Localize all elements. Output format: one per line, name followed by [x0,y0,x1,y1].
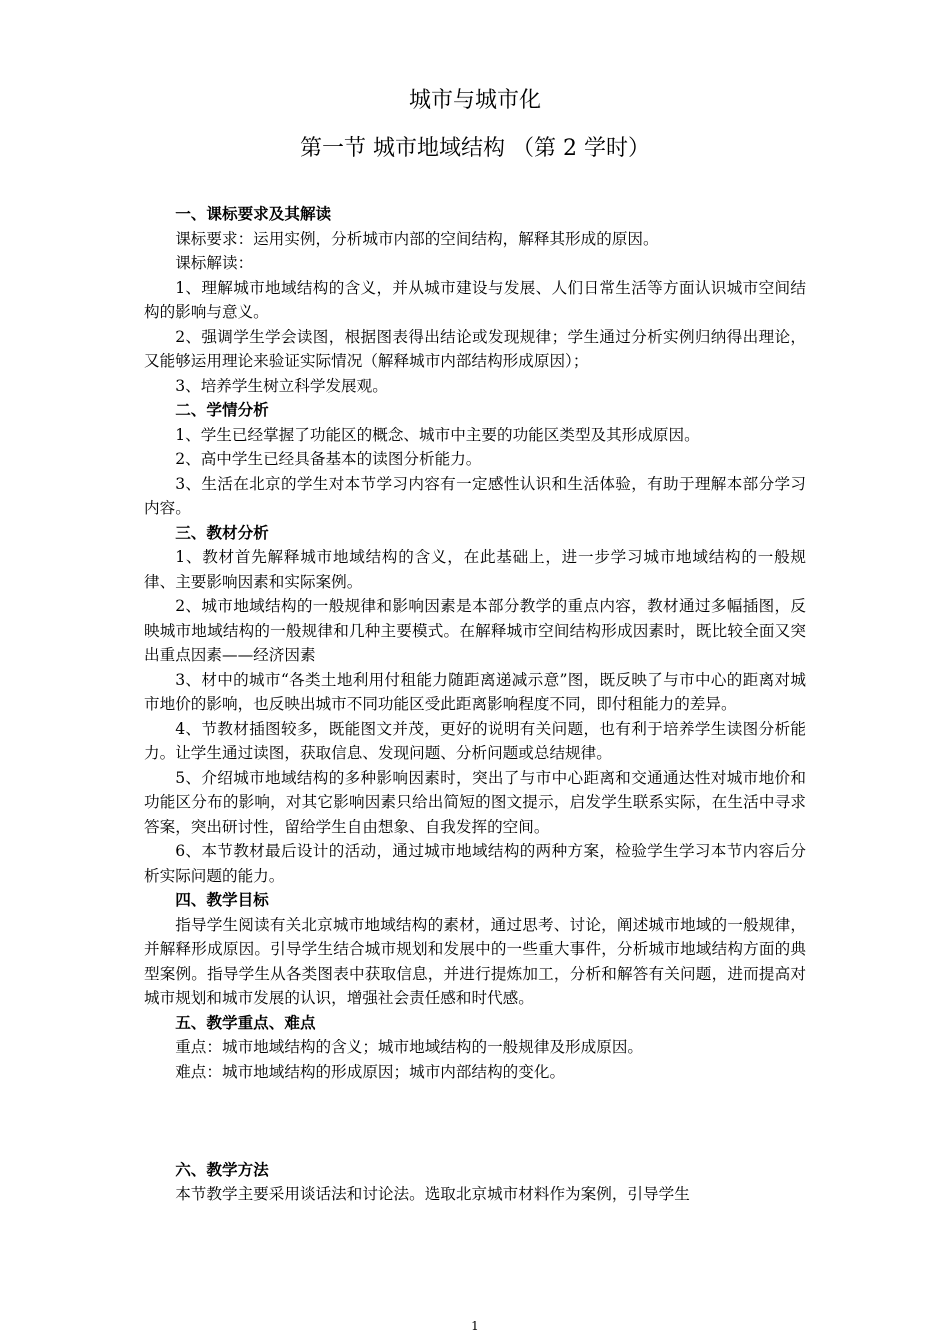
paragraph: 重点：城市地域结构的含义；城市地域结构的一般规律及形成原因。 [175,1038,644,1056]
page-number: 1 [471,1319,479,1333]
paragraph: 4、节教材插图较多，既能图文并茂，更好的说明有关问题，也有利于培养学生读图分析能力。让学生通过读图，获取信息、发现问题、分析问题或总结规律。 [144,719,806,762]
paragraph: 本节教学主要采用谈话法和讨论法。选取北京城市材料作为案例，引导学生 [175,1185,690,1203]
paragraph: 1、理解城市地域结构的含义，并从城市建设与发展、人们日常生活等方面认识城市空间结构的影响与意义。 [144,278,806,321]
paragraph: 1、学生已经掌握了功能区的概念、城市中主要的功能区类型及其形成原因。 [175,425,700,444]
section-heading: 三、教材分析 [175,522,269,542]
section-heading: 二、学情分析 [175,400,269,419]
paragraph: 3、培养学生树立科学发展观。 [175,376,388,395]
blank-space [144,1084,806,1158]
paragraph: 3、生活在北京的学生对本节学习内容有一定感性认识和生活体验，有助于理解本部分学习内容。 [144,474,806,517]
paragraph: 1、教材首先解释城市地域结构的含义，在此基础上，进一步学习城市地域结构的一般规律、主要影响因素和实际案例。 [144,548,806,591]
paragraph: 2、高中学生已经具备基本的读图分析能力。 [175,450,482,468]
section-heading: 一、课标要求及其解读 [175,204,332,223]
paragraph: 3、材中的城市“各类土地利用付租能力随距离递减示意”图，既反映了与市中心的距离对城市地价的影响，也反映出城市不同功能区受此距离影响程度不同，即付租能力的差异。 [144,670,806,713]
paragraph: 课标解读： [175,254,254,272]
section-heading: 六、教学方法 [175,1159,269,1179]
paragraph: 指导学生阅读有关北京城市地域结构的素材，通过思考、讨论，阐述城市地域的一般规律，并解释形成原因。引导学生结合城市规划和发展中的一些重大事件，分析城市地域结构方面的典型案例。指导学生从各类图表中获取信息，并进行提炼加工，分析和解答有关问题，进而提高对城市规划和城市发展的认识，增强社会责任感和时代感。 [144,915,806,1007]
paragraph: 2、强调学生学会读图，根据图表得出结论或发现规律；学生通过分析实例归纳得出理论，又能够运用理论来验证实际情况（解释城市内部结构形成原因）； [144,327,806,370]
paragraph: 2、城市地域结构的一般规律和影响因素是本部分教学的重点内容，教材通过多幅插图，反映城市地域结构的一般规律和几种主要模式。在解释城市空间结构形成因素时，既比较全面又突出重点因素——经济因素 [144,597,806,664]
paragraph: 课标要求：运用实例，分析城市内部的空间结构，解释其形成的原因。 [175,229,659,248]
page-title: 城市与城市化 [408,88,541,113]
section-heading: 四、教学目标 [175,890,269,909]
paragraph: 难点：城市地域结构的形成原因；城市内部结构的变化。 [175,1062,566,1081]
document-body [144,202,806,1207]
paragraph: 6、本节教材最后设计的活动，通过城市地域结构的两种方案，检验学生学习本节内容后分析实际问题的能力。 [144,842,806,885]
page-subtitle: 第一节 城市地域结构 （第 2 学时） [300,136,650,161]
section-heading: 五、教学重点、难点 [175,1012,316,1032]
paragraph: 5、介绍城市地域结构的多种影响因素时，突出了与市中心距离和交通通达性对城市地价和功能区分布的影响，对其它影响因素只给出简短的图文提示，启发学生联系实际，在生活中寻求答案，突出研讨性，留给学生自由想象、自我发挥的空间。 [144,768,806,836]
